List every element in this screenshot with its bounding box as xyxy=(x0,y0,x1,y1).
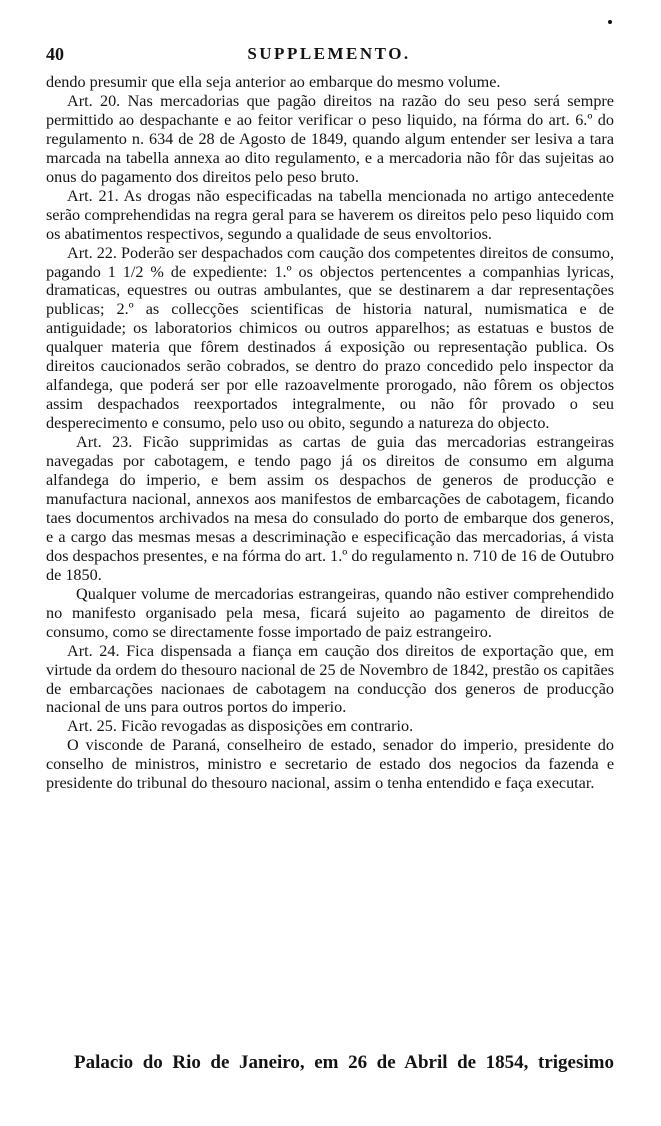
paragraph-art-23: Art. 23. Ficão supprimidas as cartas de guia das mercadorias estrangeiras navegadas por cabotagem, e tendo pago já os direitos de consumo em alguma alfandega do imperio, e bem assim os despachos de generos de producção e manufactura nacional, annexos aos manifestos de embarcações de cabotagem, ficando taes documentos archivados na mesa do consulado do porto de embarque dos generos, e a cargo das mesmas mesas a descriminação e especificação das mercadorias, á vista dos despachos presentes, e na fórma do art. 1.º do regulamento n. 710 de 16 de Outubro de 1850. xyxy=(46,433,614,584)
paragraph-art-24: Art. 24. Fica dispensada a fiança em caução dos direitos de exportação que, em virtude da ordem do thesouro nacional de 25 de Novembro de 1842, prestão os capitães de embarcações nacionaes de cabotagem na conducção dos generos de producção nacional de uns para outros portos do imperio. xyxy=(46,641,614,717)
paragraph-qualquer-volume: Qualquer volume de mercadorias estrangeiras, quando não estiver comprehendido no manifesto organisado pela mesa, ficará sujeito ao pagamento de direitos de consumo, como se directamente fosse importado de paiz estrangeiro. xyxy=(46,584,614,641)
page-header xyxy=(46,44,612,66)
running-title: SUPPLEMENTO. xyxy=(247,44,411,63)
body-text xyxy=(46,73,614,793)
paragraph-art-25: Art. 25. Ficão revogadas as disposições em contrario. xyxy=(67,717,414,736)
page-number: 40 xyxy=(46,44,64,64)
paragraph-continuation: dendo presumir que ella seja anterior ao embarque do mesmo volume. xyxy=(46,73,501,91)
paragraph-art-22: Art. 22. Poderão ser despachados com caução dos competentes direitos de consumo, pagando 1 1/2 % de expediente: 1.º os objectos pertencentes a companhias lyricas, dramaticas, equestres ou outras ambulantes, que se destinarem a dar representações publicas; 2.º as collecções scientificas de historia natural, numismatica e de antiguidade; os laboratorios chimicos ou outros apparelhos; as estatuas e bustos de qualquer materia que fôrem destinados á exposição ou representação publica. Os direitos caucionados serão cobrados, se dentro do prazo concedido pelo inspector da alfandega, que poderá ser por elle razoavelmente prorogado, não fôrem os objectos assim despachados reexportados integralmente, ou não fôr provado o seu desperecimento e consumo, pelo uso ou obito, segundo a natureza do objecto. xyxy=(46,243,614,433)
paragraph-art-21: Art. 21. As drogas não especificadas na tabella mencionada no artigo antecedente serão comprehendidas na regra geral para se haverem os direitos pelo peso liquido com os abatimentos respectivos, segundo a qualidade de seus envoltorios. xyxy=(46,186,614,243)
closing-line: Palacio do Rio de Janeiro, em 26 de Abril de 1854, trigesimo xyxy=(74,1052,614,1073)
ink-dot xyxy=(608,20,612,24)
paragraph-art-20: Art. 20. Nas mercadorias que pagão direitos na razão do seu peso será sempre permittido ao despachante e ao feitor verificar o peso liquido, na fórma do art. 6.º do regulamento n. 634 de 28 de Agosto de 1849, quando algum entender ser lesiva a tara marcada na tabella annexa ao dito regulamento, e a mercadoria não fôr das sujeitas ao onus do pagamento dos direitos pelo peso bruto. xyxy=(46,91,614,186)
paragraph-visconde: O visconde de Paraná, conselheiro de estado, senador do imperio, presidente do conselho de ministros, ministro e secretario de estado dos negocios da fazenda e presidente do tribunal do thesouro nacional, assim o tenha entendido e faça executar. xyxy=(46,736,614,793)
